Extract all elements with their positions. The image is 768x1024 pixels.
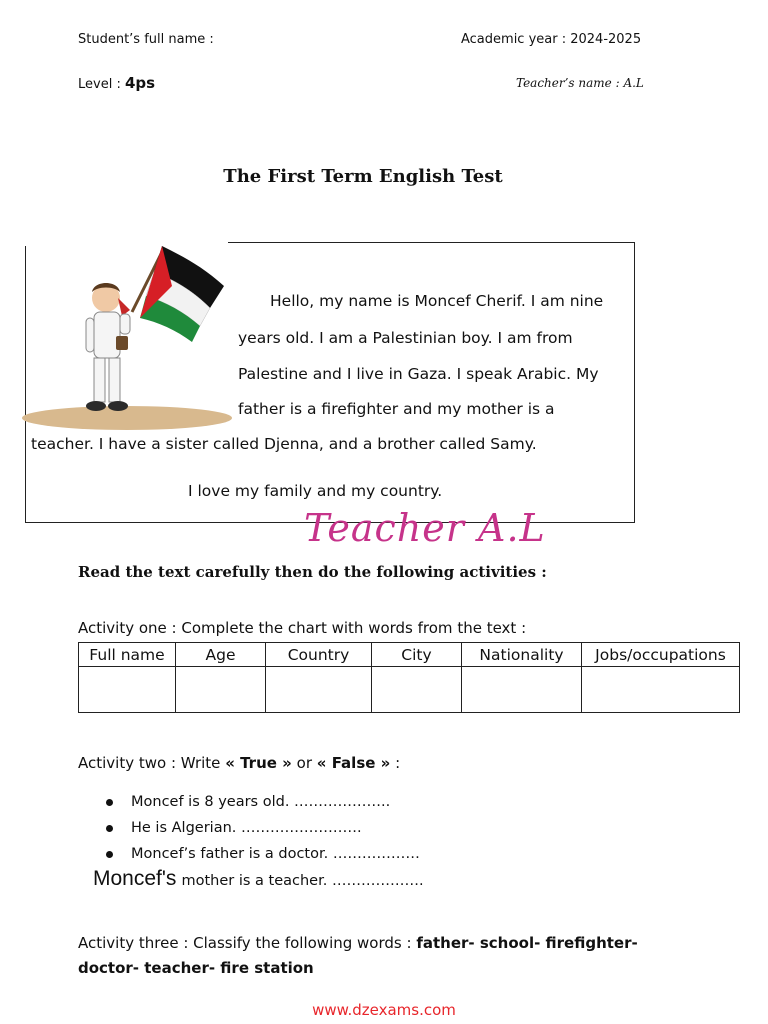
true-word: « True »	[225, 754, 292, 772]
instruction-text: Read the text carefully then do the following activities :	[78, 563, 547, 581]
activity-three-label: Activity three :	[78, 934, 189, 952]
teacher-signature-watermark: Teacher A.L	[304, 506, 546, 550]
level-field	[78, 74, 155, 92]
reading-line-5: teacher. I have a sister called Djenna, and a brother called Samy.	[31, 435, 537, 453]
academic-year: Academic year : 2024-2025	[461, 32, 642, 47]
chart-cell-country	[266, 667, 372, 713]
typed-word: Moncef's	[93, 867, 177, 890]
chart-col-city: City	[372, 643, 462, 667]
teacher-name: Teacher’s name : A.L	[516, 76, 644, 90]
student-name-label: Student’s full name :	[78, 32, 214, 47]
activity-one-chart	[78, 642, 740, 713]
list-item: Moncef’s father is a doctor. ………………	[106, 846, 420, 862]
bullet-icon	[106, 825, 113, 832]
activity-three-heading	[78, 934, 638, 952]
chart-answer-row	[79, 667, 740, 713]
or-word: or	[296, 754, 312, 772]
activity-three-words-1: father- school- firefighter-	[416, 934, 638, 952]
chart-cell-age	[176, 667, 266, 713]
footer-website: www.dzexams.com	[312, 1001, 456, 1019]
chart-col-jobs: Jobs/occupations	[582, 643, 740, 667]
reading-line-6: I love my family and my country.	[188, 482, 443, 500]
activity-one-label: Activity one :	[78, 619, 177, 637]
chart-cell-jobs	[582, 667, 740, 713]
chart-cell-city	[372, 667, 462, 713]
bullet-icon	[106, 799, 113, 806]
reading-line-4: father is a firefighter and my mother is a	[238, 400, 555, 418]
boy-with-flag-illustration	[22, 240, 232, 430]
activity-two-text-post: :	[395, 754, 401, 772]
list-item: He is Algerian. …………………….	[106, 820, 362, 836]
activity-two-label: Activity two :	[78, 754, 177, 772]
chart-header-row	[79, 643, 740, 667]
chart-col-full-name: Full name	[79, 643, 176, 667]
list-item: Moncef's mother is a teacher. ……………….	[93, 867, 424, 890]
activity-one-text: Complete the chart with words from the text :	[181, 619, 527, 637]
reading-line-2: years old. I am a Palestinian boy. I am from	[238, 329, 573, 347]
activity-two-text-pre: Write	[180, 754, 221, 772]
chart-cell-full-name	[79, 667, 176, 713]
activity-three-text: Classify the following words :	[193, 934, 412, 952]
false-word: « False »	[316, 754, 391, 772]
chart-cell-nationality	[462, 667, 582, 713]
chart-col-country: Country	[266, 643, 372, 667]
chart-col-nationality: Nationality	[462, 643, 582, 667]
reading-line-3: Palestine and I live in Gaza. I speak Arabic. My	[238, 365, 599, 383]
level-label: Level :	[78, 77, 121, 92]
bullet-icon	[106, 851, 113, 858]
activity-three-words-line-2: doctor- teacher- fire station	[78, 959, 314, 977]
reading-line-1: Hello, my name is Moncef Cherif. I am nine	[270, 292, 604, 310]
page-title: The First Term English Test	[223, 166, 503, 187]
activity-one-heading	[78, 619, 526, 637]
activity-two-heading	[78, 754, 400, 772]
list-item: Moncef is 8 years old. ………………..	[106, 794, 390, 810]
level-value: 4ps	[124, 74, 156, 92]
chart-col-age: Age	[176, 643, 266, 667]
